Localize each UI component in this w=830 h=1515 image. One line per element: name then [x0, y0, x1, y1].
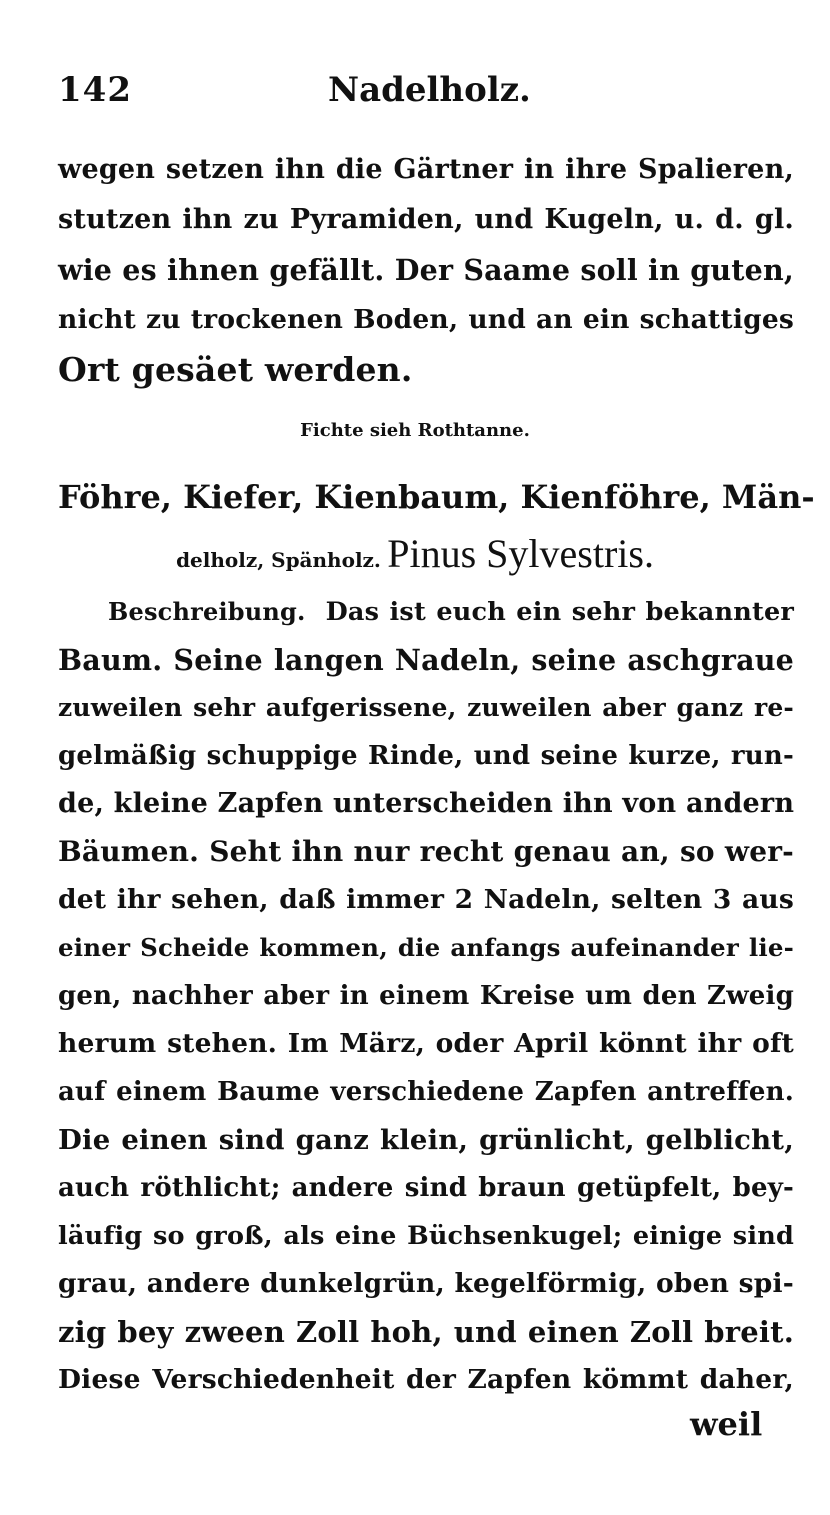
description-label: Beschreibung.: [108, 597, 306, 626]
running-head: Nadelholz.: [328, 70, 531, 110]
intro-line: Ort gesäet werden.: [58, 350, 413, 389]
entry-line: Bäumen. Seht ihn nur recht genau an, so wer-: [58, 835, 794, 868]
entry-line: läufig so groß, als eine Büchsenkugel; einige sind: [58, 1221, 794, 1251]
entry-line: gen, nachher aber in einem Kreise um den Zweig: [58, 981, 794, 1011]
entry-line: herum stehen. Im März, oder April könnt ihr oft: [58, 1028, 794, 1059]
entry-line: Diese Verschiedenheit der Zapfen kömmt daher,: [58, 1364, 794, 1395]
intro-line: stutzen ihn zu Pyramiden, und Kugeln, u. d. gl.: [58, 204, 794, 235]
entry-line: gelmäßig schuppige Rinde, und seine kurze, run-: [58, 741, 794, 771]
entry-line: det ihr sehen, daß immer 2 Nadeln, selten 3 aus: [58, 884, 794, 915]
entry-line: de, kleine Zapfen unterscheiden ihn von andern: [58, 788, 795, 819]
entry-first-line: [108, 592, 794, 632]
page-number: 142: [58, 70, 132, 110]
entry-line: grau, andere dunkelgrün, kegelförmig, oben spi-: [58, 1268, 794, 1299]
intro-line: wie es ihnen gefällt. Der Saame soll in guten,: [58, 253, 794, 287]
entry-line: Baum. Seine langen Nadeln, seine aschgraue: [58, 643, 794, 677]
intro-line: wegen setzen ihn die Gärtner in ihre Spalieren,: [58, 154, 794, 185]
catchword: weil: [690, 1405, 763, 1443]
page-header: [58, 70, 778, 114]
entry-title-latin: Pinus Sylvestris.: [387, 531, 654, 576]
intro-line: nicht zu trockenen Boden, und an ein schattiges: [58, 304, 794, 335]
entry-line: auch röthlicht; andere sind braun getüpfelt, bey-: [58, 1173, 794, 1203]
entry-line: Die einen sind ganz klein, grünlicht, gelblicht,: [58, 1124, 794, 1156]
section-heading: Fichte sieh Rothtanne.: [300, 420, 530, 441]
entry-title-line1: Föhre, Kiefer, Kienbaum, Kienföhre, Män-: [58, 478, 815, 516]
entry-line: zig bey zween Zoll hoh, und einen Zoll breit.: [58, 1315, 794, 1349]
entry-title-fraktur: delholz, Spänholz.: [176, 548, 381, 572]
entry-title-line2: [0, 530, 830, 577]
entry-line: zuweilen sehr aufgerissene, zuweilen aber ganz re-: [58, 693, 794, 722]
entry-line: auf einem Baume verschiedene Zapfen antreffen.: [58, 1077, 794, 1107]
entry-first-line-text: Das ist euch ein sehr bekannter: [325, 597, 794, 627]
entry-line: einer Scheide kommen, die anfangs aufeinander lie-: [58, 933, 794, 962]
